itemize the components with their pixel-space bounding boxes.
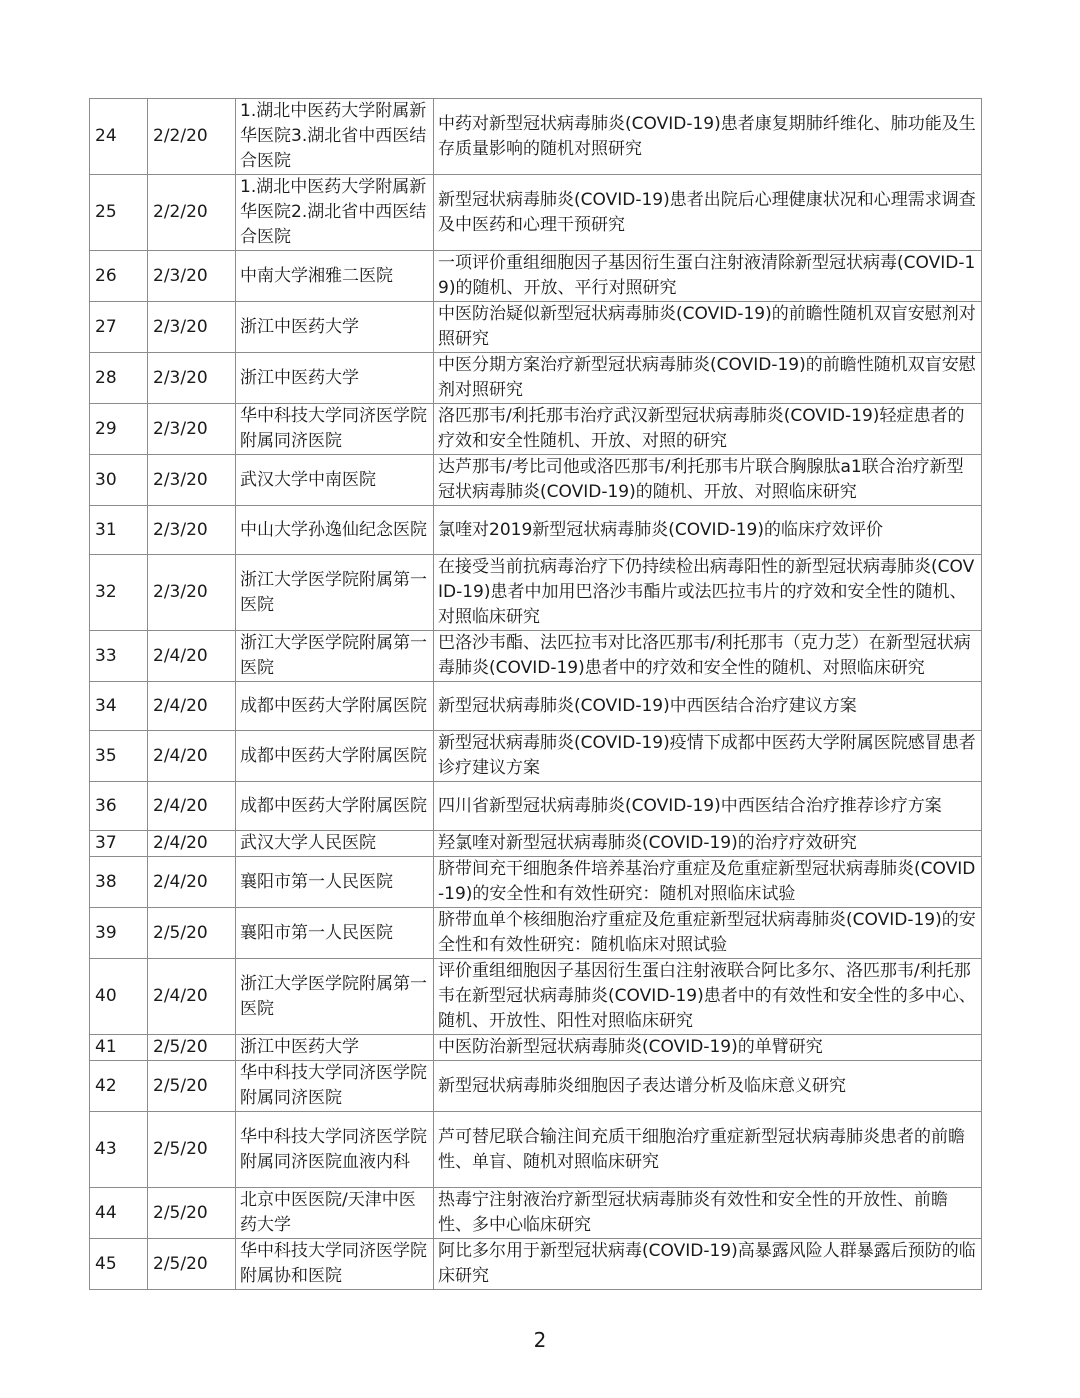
row-number: 37 bbox=[90, 831, 148, 857]
institution: 浙江中医药大学 bbox=[236, 302, 434, 353]
row-number: 31 bbox=[90, 506, 148, 555]
study-title: 中医防治疑似新型冠状病毒肺炎(COVID-19)的前瞻性随机双盲安慰剂对照研究 bbox=[434, 302, 982, 353]
registration-date: 2/2/20 bbox=[148, 99, 236, 175]
clinical-trials-table bbox=[89, 98, 982, 1290]
registration-date: 2/3/20 bbox=[148, 404, 236, 455]
institution: 浙江大学医学院附属第一医院 bbox=[236, 959, 434, 1035]
study-title: 新型冠状病毒肺炎(COVID-19)中西医结合治疗建议方案 bbox=[434, 682, 982, 731]
registration-date: 2/5/20 bbox=[148, 1035, 236, 1061]
table-row bbox=[90, 302, 982, 353]
table-row bbox=[90, 404, 982, 455]
institution: 华中科技大学同济医学院附属同济医院 bbox=[236, 1061, 434, 1112]
table-row bbox=[90, 455, 982, 506]
institution: 华中科技大学同济医学院附属同济医院血液内科 bbox=[236, 1112, 434, 1188]
study-title: 羟氯喹对新型冠状病毒肺炎(COVID-19)的治疗疗效研究 bbox=[434, 831, 982, 857]
institution: 襄阳市第一人民医院 bbox=[236, 857, 434, 908]
row-number: 39 bbox=[90, 908, 148, 959]
registration-date: 2/4/20 bbox=[148, 682, 236, 731]
registration-date: 2/5/20 bbox=[148, 1061, 236, 1112]
registration-date: 2/2/20 bbox=[148, 175, 236, 251]
row-number: 44 bbox=[90, 1188, 148, 1239]
row-number: 38 bbox=[90, 857, 148, 908]
row-number: 25 bbox=[90, 175, 148, 251]
institution: 浙江大学医学院附属第一医院 bbox=[236, 631, 434, 682]
study-title: 达芦那韦/考比司他或洛匹那韦/利托那韦片联合胸腺肽a1联合治疗新型冠状病毒肺炎(COVID-19)的随机、开放、对照临床研究 bbox=[434, 455, 982, 506]
institution: 襄阳市第一人民医院 bbox=[236, 908, 434, 959]
study-title: 阿比多尔用于新型冠状病毒(COVID-19)高暴露风险人群暴露后预防的临床研究 bbox=[434, 1239, 982, 1290]
study-title: 在接受当前抗病毒治疗下仍持续检出病毒阳性的新型冠状病毒肺炎(COVID-19)患者中加用巴洛沙韦酯片或法匹拉韦片的疗效和安全性的随机、对照临床研究 bbox=[434, 555, 982, 631]
row-number: 35 bbox=[90, 731, 148, 782]
table-row bbox=[90, 353, 982, 404]
table-row bbox=[90, 1239, 982, 1290]
institution: 浙江大学医学院附属第一医院 bbox=[236, 555, 434, 631]
study-title: 洛匹那韦/利托那韦治疗武汉新型冠状病毒肺炎(COVID-19)轻症患者的疗效和安全性随机、开放、对照的研究 bbox=[434, 404, 982, 455]
registration-date: 2/3/20 bbox=[148, 506, 236, 555]
table-body bbox=[90, 99, 982, 1290]
institution: 浙江中医药大学 bbox=[236, 1035, 434, 1061]
table-row bbox=[90, 1035, 982, 1061]
row-number: 45 bbox=[90, 1239, 148, 1290]
institution: 华中科技大学同济医学院附属同济医院 bbox=[236, 404, 434, 455]
institution: 1.湖北中医药大学附属新华医院3.湖北省中西医结合医院 bbox=[236, 99, 434, 175]
table-row bbox=[90, 506, 982, 555]
study-title: 巴洛沙韦酯、法匹拉韦对比洛匹那韦/利托那韦（克力芝）在新型冠状病毒肺炎(COVID-19)患者中的疗效和安全性的随机、对照临床研究 bbox=[434, 631, 982, 682]
row-number: 34 bbox=[90, 682, 148, 731]
study-title: 一项评价重组细胞因子基因衍生蛋白注射液清除新型冠状病毒(COVID-19)的随机、开放、平行对照研究 bbox=[434, 251, 982, 302]
row-number: 27 bbox=[90, 302, 148, 353]
institution: 成都中医药大学附属医院 bbox=[236, 731, 434, 782]
table-row bbox=[90, 908, 982, 959]
row-number: 29 bbox=[90, 404, 148, 455]
institution: 成都中医药大学附属医院 bbox=[236, 782, 434, 831]
table-row bbox=[90, 631, 982, 682]
study-title: 新型冠状病毒肺炎(COVID-19)患者出院后心理健康状况和心理需求调查及中医药和心理干预研究 bbox=[434, 175, 982, 251]
row-number: 36 bbox=[90, 782, 148, 831]
study-title: 新型冠状病毒肺炎细胞因子表达谱分析及临床意义研究 bbox=[434, 1061, 982, 1112]
row-number: 43 bbox=[90, 1112, 148, 1188]
row-number: 28 bbox=[90, 353, 148, 404]
institution: 中南大学湘雅二医院 bbox=[236, 251, 434, 302]
registration-date: 2/5/20 bbox=[148, 1188, 236, 1239]
table-row bbox=[90, 99, 982, 175]
study-title: 中药对新型冠状病毒肺炎(COVID-19)患者康复期肺纤维化、肺功能及生存质量影响的随机对照研究 bbox=[434, 99, 982, 175]
row-number: 24 bbox=[90, 99, 148, 175]
study-title: 脐带间充干细胞条件培养基治疗重症及危重症新型冠状病毒肺炎(COVID-19)的安全性和有效性研究：随机对照临床试验 bbox=[434, 857, 982, 908]
table-row bbox=[90, 555, 982, 631]
table-row bbox=[90, 959, 982, 1035]
institution: 武汉大学中南医院 bbox=[236, 455, 434, 506]
registration-date: 2/3/20 bbox=[148, 455, 236, 506]
table-row bbox=[90, 175, 982, 251]
table-row bbox=[90, 857, 982, 908]
study-title: 氯喹对2019新型冠状病毒肺炎(COVID-19)的临床疗效评价 bbox=[434, 506, 982, 555]
row-number: 26 bbox=[90, 251, 148, 302]
study-title: 脐带血单个核细胞治疗重症及危重症新型冠状病毒肺炎(COVID-19)的安全性和有效性研究：随机临床对照试验 bbox=[434, 908, 982, 959]
registration-date: 2/5/20 bbox=[148, 1112, 236, 1188]
registration-date: 2/4/20 bbox=[148, 857, 236, 908]
row-number: 30 bbox=[90, 455, 148, 506]
study-title: 热毒宁注射液治疗新型冠状病毒肺炎有效性和安全性的开放性、前瞻性、多中心临床研究 bbox=[434, 1188, 982, 1239]
registration-date: 2/4/20 bbox=[148, 782, 236, 831]
registration-date: 2/4/20 bbox=[148, 831, 236, 857]
study-title: 中医防治新型冠状病毒肺炎(COVID-19)的单臂研究 bbox=[434, 1035, 982, 1061]
registration-date: 2/3/20 bbox=[148, 251, 236, 302]
table-row bbox=[90, 782, 982, 831]
registration-date: 2/4/20 bbox=[148, 631, 236, 682]
institution: 浙江中医药大学 bbox=[236, 353, 434, 404]
registration-date: 2/4/20 bbox=[148, 731, 236, 782]
institution: 1.湖北中医药大学附属新华医院2.湖北省中西医结合医院 bbox=[236, 175, 434, 251]
registration-date: 2/4/20 bbox=[148, 959, 236, 1035]
study-title: 中医分期方案治疗新型冠状病毒肺炎(COVID-19)的前瞻性随机双盲安慰剂对照研究 bbox=[434, 353, 982, 404]
table-row bbox=[90, 251, 982, 302]
row-number: 42 bbox=[90, 1061, 148, 1112]
table-row bbox=[90, 1112, 982, 1188]
institution: 北京中医医院/天津中医药大学 bbox=[236, 1188, 434, 1239]
study-title: 新型冠状病毒肺炎(COVID-19)疫情下成都中医药大学附属医院感冒患者诊疗建议方案 bbox=[434, 731, 982, 782]
row-number: 41 bbox=[90, 1035, 148, 1061]
institution: 成都中医药大学附属医院 bbox=[236, 682, 434, 731]
page-number: 2 bbox=[533, 1328, 547, 1352]
institution: 华中科技大学同济医学院附属协和医院 bbox=[236, 1239, 434, 1290]
row-number: 32 bbox=[90, 555, 148, 631]
table-row bbox=[90, 682, 982, 731]
institution: 中山大学孙逸仙纪念医院 bbox=[236, 506, 434, 555]
registration-date: 2/3/20 bbox=[148, 302, 236, 353]
study-title: 评价重组细胞因子基因衍生蛋白注射液联合阿比多尔、洛匹那韦/利托那韦在新型冠状病毒肺炎(COVID-19)患者中的有效性和安全性的多中心、随机、开放性、阳性对照临床研究 bbox=[434, 959, 982, 1035]
registration-date: 2/5/20 bbox=[148, 1239, 236, 1290]
row-number: 40 bbox=[90, 959, 148, 1035]
registration-date: 2/5/20 bbox=[148, 908, 236, 959]
table-row bbox=[90, 1061, 982, 1112]
study-title: 芦可替尼联合输注间充质干细胞治疗重症新型冠状病毒肺炎患者的前瞻性、单盲、随机对照临床研究 bbox=[434, 1112, 982, 1188]
registration-date: 2/3/20 bbox=[148, 555, 236, 631]
table-row bbox=[90, 731, 982, 782]
institution: 武汉大学人民医院 bbox=[236, 831, 434, 857]
registration-date: 2/3/20 bbox=[148, 353, 236, 404]
row-number: 33 bbox=[90, 631, 148, 682]
study-title: 四川省新型冠状病毒肺炎(COVID-19)中西医结合治疗推荐诊疗方案 bbox=[434, 782, 982, 831]
table-row bbox=[90, 831, 982, 857]
table-row bbox=[90, 1188, 982, 1239]
